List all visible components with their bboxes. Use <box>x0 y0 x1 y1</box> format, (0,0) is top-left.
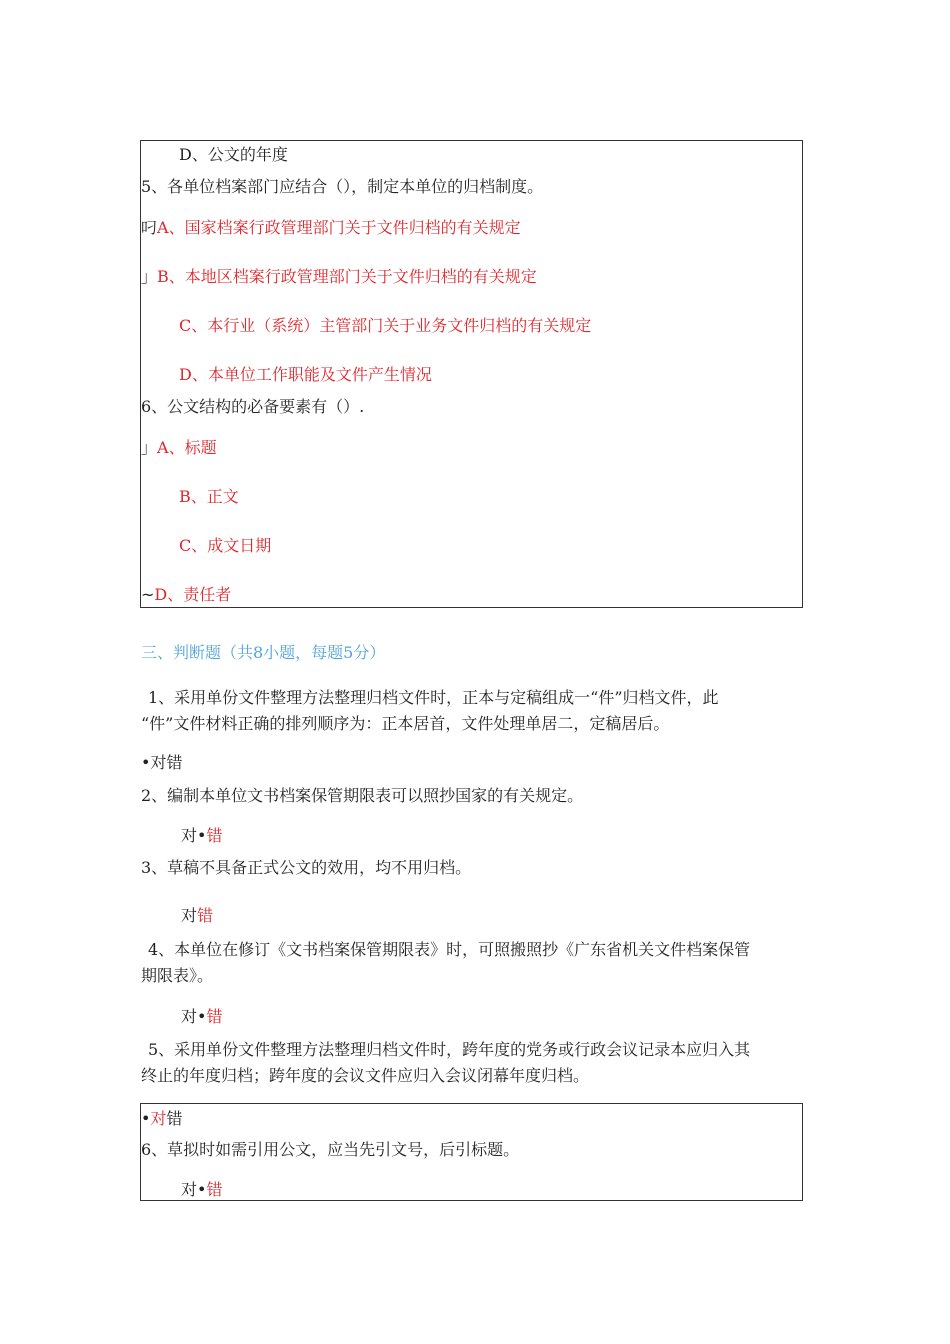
q5-option-b-mark: 」 <box>141 267 158 286</box>
q5-option-b[interactable] <box>141 267 537 287</box>
tf-q4-line2: 期限表》。 <box>141 966 214 985</box>
q6-option-d-label: D、责任者 <box>154 585 232 604</box>
tf-q6-true[interactable]: 对• <box>181 1180 207 1199</box>
q4-option-d: D、公文的年度 <box>179 145 288 164</box>
q6-question: 6、公文结构的必备要素有（）. <box>141 397 365 416</box>
q6-option-a-label: A、标题 <box>157 438 217 457</box>
tf-q2-question: 2、编制本单位文书档案保管期限表可以照抄国家的有关规定。 <box>141 786 584 805</box>
tf-q3-true[interactable]: 对 <box>181 906 198 925</box>
q5-option-d[interactable]: D、本单位工作职能及文件产生情况 <box>179 365 432 384</box>
q5-option-c[interactable]: C、本行业（系统）主管部门关于业务文件归档的有关规定 <box>179 316 592 335</box>
tf-q4-line1: 4、本单位在修订《文书档案保管期限表》时，可照搬照抄《广东省机关文件档案保管 <box>148 940 751 959</box>
q6-option-a[interactable] <box>141 438 217 458</box>
tf-q3-answer[interactable] <box>181 906 213 926</box>
tf-q1-line1: 1、采用单份文件整理方法整理归档文件时，正本与定稿组成一“件”归档文件，此 <box>148 688 719 707</box>
tf-q5-line2: 终止的年度归档；跨年度的会议文件应归入会议闭幕年度归档。 <box>141 1066 590 1085</box>
tf-q4-false[interactable]: 错 <box>206 1007 223 1026</box>
tf-q1-answer[interactable]: •对错 <box>141 753 183 772</box>
q5-option-a-label: A、国家档案行政管理部门关于文件归档的有关规定 <box>157 218 521 237</box>
tf-q2-answer[interactable] <box>181 826 222 846</box>
tf-q4-answer[interactable] <box>181 1007 222 1027</box>
tf-q4-true[interactable]: 对• <box>181 1007 207 1026</box>
q5-question: 5、各单位档案部门应结合（），制定本单位的归档制度。 <box>141 177 544 196</box>
q5-option-a[interactable] <box>141 218 521 238</box>
q6-option-c[interactable]: C、成文日期 <box>179 536 272 555</box>
tf-q2-false[interactable]: 错 <box>206 826 223 845</box>
tf-q5-bullet: • <box>141 1109 151 1128</box>
tf-q5-line1: 5、采用单份文件整理方法整理归档文件时，跨年度的党务或行政会议记录本应归入其 <box>148 1040 751 1059</box>
tf-q5-true[interactable]: 对 <box>150 1109 167 1128</box>
q6-option-d[interactable] <box>141 585 231 605</box>
q6-option-b[interactable]: B、正文 <box>179 487 239 506</box>
tf-q2-true[interactable]: 对• <box>181 826 207 845</box>
q6-option-d-mark: ~ <box>141 585 155 604</box>
tf-q3-question: 3、草稿不具备正式公文的效用，均不用归档。 <box>141 858 472 877</box>
tf-q5-answer[interactable] <box>141 1109 182 1129</box>
tf-q6-answer[interactable] <box>181 1180 222 1200</box>
q5-option-b-label: B、本地区档案行政管理部门关于文件归档的有关规定 <box>157 267 537 286</box>
tf-q3-false[interactable]: 错 <box>197 906 214 925</box>
tf-q6-false[interactable]: 错 <box>206 1180 223 1199</box>
q6-option-a-mark: 」 <box>141 438 158 457</box>
tf-q1-line2: “件”文件材料正确的排列顺序为：正本居首，文件处理单居二，定稿居后。 <box>141 714 670 733</box>
section3-heading: 三、判断题（共8小题，每题5分） <box>141 643 386 662</box>
tf-q6-question: 6、草拟时如需引用公文，应当先引文号，后引标题。 <box>141 1140 520 1159</box>
tf-q5-false[interactable]: 错 <box>166 1109 183 1128</box>
q5-option-a-mark: 叼 <box>141 218 158 237</box>
